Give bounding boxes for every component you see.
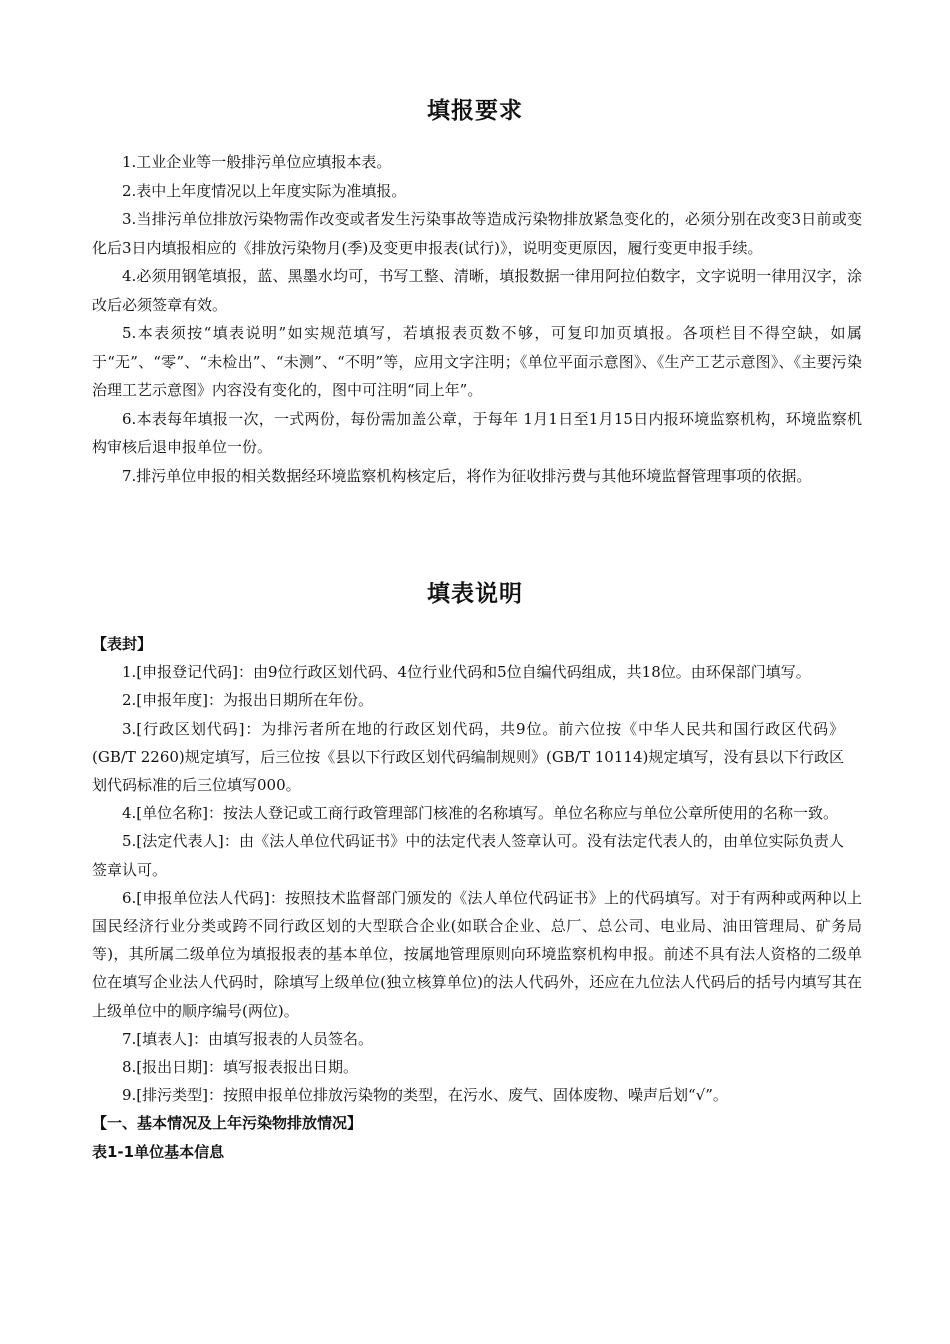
requirement-item-1: 1.工业企业等一般排污单位应填报本表。: [122, 153, 392, 171]
requirement-item-3: 3.当排污单位排放污染物需作改变或者发生污染事故等造成污染物排放紧急变化的，必须分别在改变3日前或变化后3日内填报相应的《排放污染物月(季)及变更申报表(试行)》，说明变更原因，履行变更申报手续。: [92, 210, 862, 257]
requirements-list: [92, 148, 862, 490]
cover-item-1: 1.[申报登记代码]：由9位行政区划代码、4位行业代码和5位自编代码组成，共18位。由环保部门填写。: [122, 663, 811, 682]
requirement-item-2: 2.表中上年度情况以上年度实际为准填报。: [122, 181, 407, 200]
section1-heading: 【一、基本情况及上年污染物排放情况】: [92, 1114, 363, 1133]
cover-item-5: 5.[法定代表人]：由《法人单位代码证书》中的法定代表人签章认可。没有法定代表人的，由单位实际负责人签章认可。: [92, 832, 844, 879]
table-heading: 表1-1单位基本信息: [92, 1142, 225, 1161]
cover-item-7: 7.[填表人]：由填写报表的人员签名。: [122, 1029, 374, 1048]
requirement-item-6: 6.本表每年填报一次，一式两份，每份需加盖公章，于每年 1月1日至1月15日内报环境监察机构，环境监察机构审核后退申报单位一份。: [92, 409, 862, 456]
requirement-item-5: 5.本表须按“填表说明”如实规范填写，若填报表页数不够，可复印加页填报。各项栏目不得空缺，如属于“无”、“零”、“未检出”、“未测”、“不明”等，应用文字注明；《单位平面示意图》、《生产工艺示意图》、《主要污染治理工艺示意图》内容没有变化的，图中可注明“同上年”。: [92, 324, 862, 399]
cover-item-8: 8.[报出日期]：填写报表报出日期。: [122, 1058, 359, 1077]
cover-item-4: 4.[单位名称]：按法人登记或工商行政管理部门核准的名称填写。单位名称应与单位公章所使用的名称一致。: [122, 804, 839, 823]
cover-item-2: 2.[申报年度]：为报出日期所在年份。: [122, 691, 374, 710]
instructions-title: 填表说明: [427, 581, 523, 607]
requirement-item-7: 7.排污单位申报的相关数据经环境监察机构核定后，将作为征收排污费与其他环境监督管理事项的依据。: [122, 466, 812, 485]
cover-item-6: 6.[申报单位法人代码]：按照技术监督部门颁发的《法人单位代码证书》上的代码填写。对于有两种或两种以上国民经济行业分类或跨不同行政区划的大型联合企业(如联合企业、总厂、总公司、电业局、油田管理局、矿务局等)，其所属二级单位为填报报表的基本单位，按属地管理原则向环境监察机构申报。前述不具有法人资格的二级单位在填写企业法人代码时，除填写上级单位(独立核算单位)的法人代码外，还应在九位法人代码后的括号内填写其在上级单位中的顺序编号(两位)。: [92, 888, 862, 1020]
requirement-item-4: 4.必须用钢笔填报，蓝、黑墨水均可，书写工整、清晰，填报数据一律用阿拉伯数字，文字说明一律用汉字，涂改后必须签章有效。: [92, 267, 862, 314]
requirements-title: 填报要求: [427, 98, 523, 124]
cover-heading: 【表封】: [92, 635, 153, 653]
cover-item-3: 3.[行政区划代码]：为排污者所在地的行政区划代码，共9位。前六位按《中华人民共和国行政区代码》(GB/T 2260)规定填写，后三位按《县以下行政区划代码编制规则》(GB/T 10114)规定填写，没有县以下行政区划代码标准的后三位填写000。: [92, 719, 844, 795]
cover-item-9: 9.[排污类型]：按照申报单位排放污染物的类型，在污水、废气、固体废物、噪声后划“√”。: [122, 1086, 728, 1105]
instructions-list: [92, 630, 862, 1166]
